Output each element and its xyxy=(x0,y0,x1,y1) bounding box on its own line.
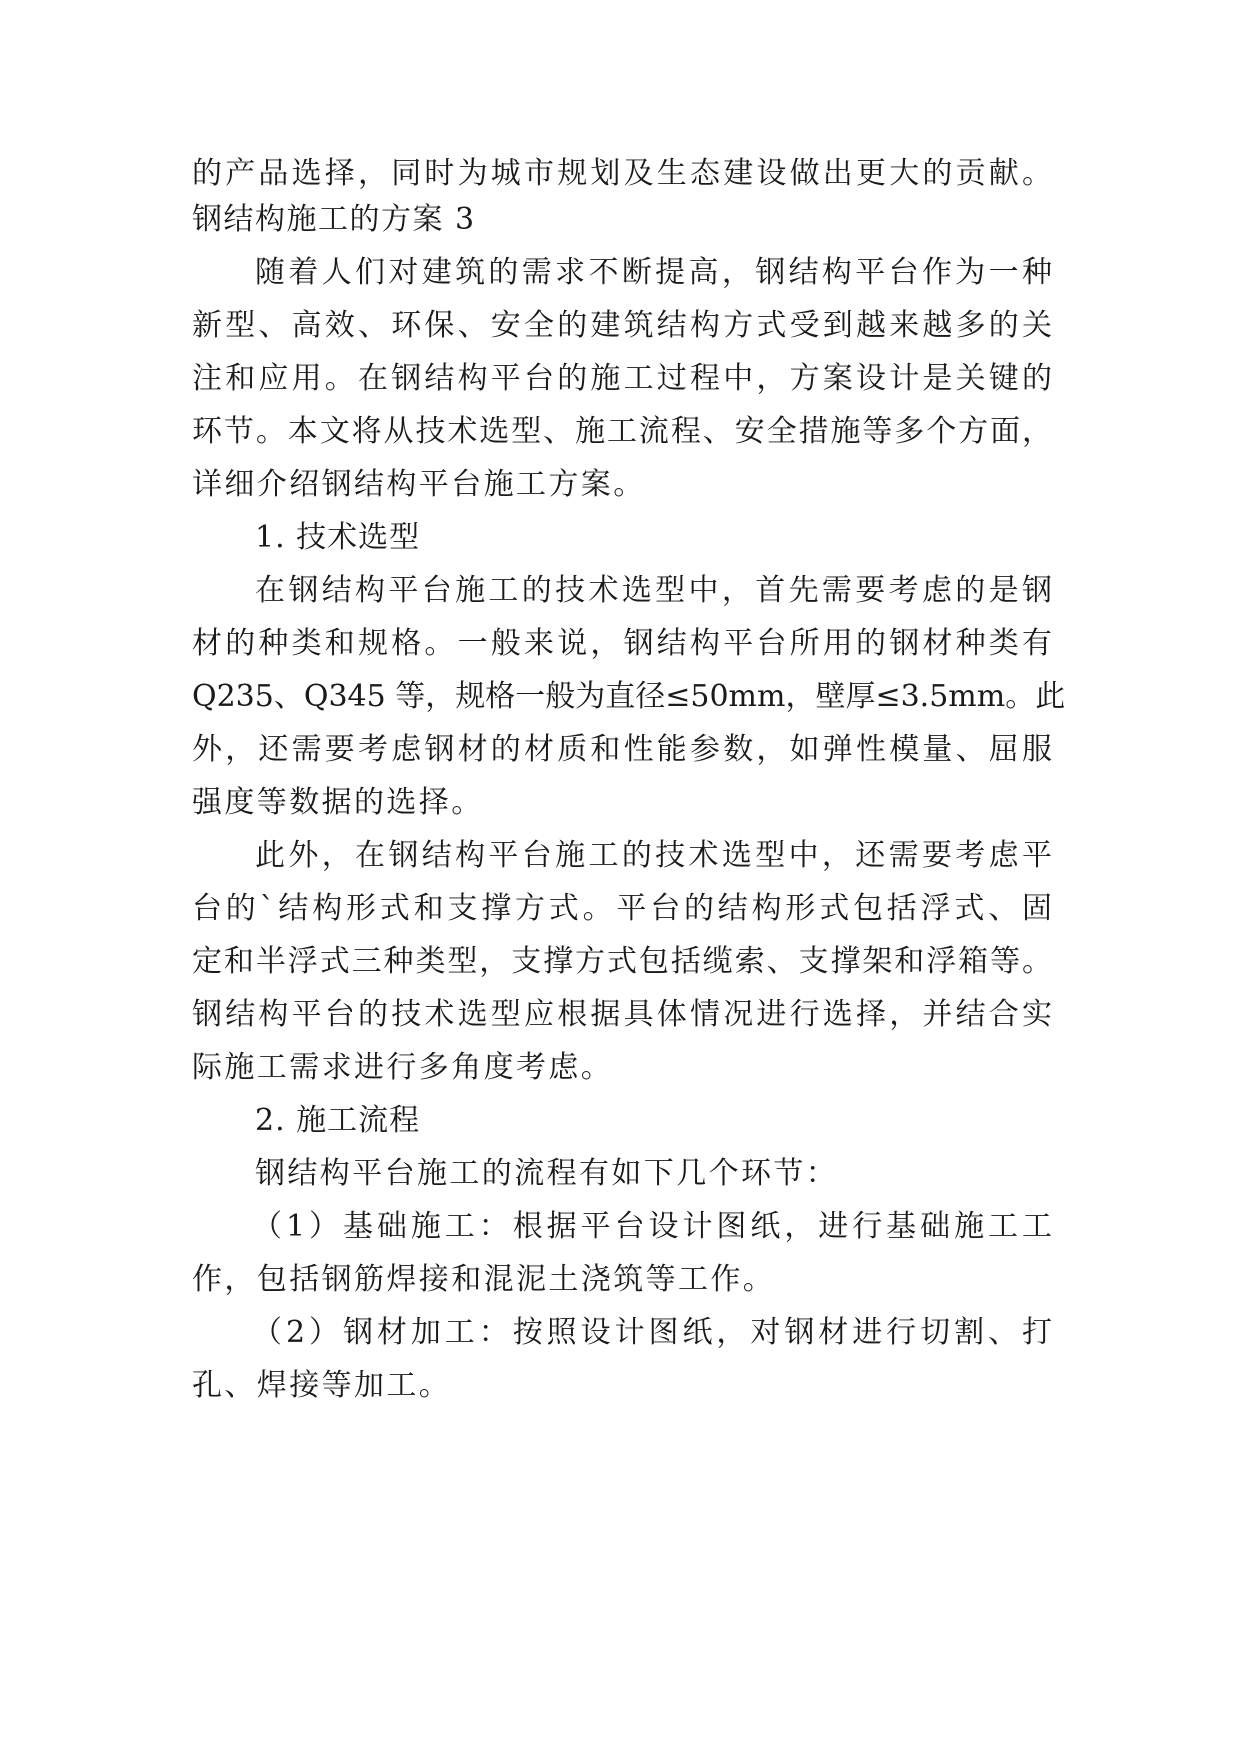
text-line: 作，包括钢筋焊接和混泥土浇筑等工作。 xyxy=(192,1262,776,1297)
list-item-2: （2）钢材加工：按照设计图纸，对钢材进行切割、打 xyxy=(252,1315,1052,1350)
text-line: 环节。本文将从技术选型、施工流程、安全措施等多个方面， xyxy=(192,414,1052,449)
text-line: 定和半浮式三种类型，支撑方式包括缆索、支撑架和浮箱等。 xyxy=(192,944,1052,979)
text-line: 强度等数据的选择。 xyxy=(192,785,484,820)
heading-tech-selection: 1. 技术选型 xyxy=(255,520,421,555)
text-line: 孔、焊接等加工。 xyxy=(192,1368,452,1403)
text-line: 际施工需求进行多角度考虑。 xyxy=(192,1050,614,1085)
text-line: 新型、高效、环保、安全的建筑结构方式受到越来越多的关 xyxy=(192,308,1052,343)
text-line: 钢结构平台施工的流程有如下几个环节： xyxy=(255,1156,839,1191)
text-line: 注和应用。在钢结构平台的施工过程中，方案设计是关键的 xyxy=(192,361,1052,396)
text-line: 的产品选择，同时为城市规划及生态建设做出更大的贡献。 xyxy=(192,156,1052,191)
text-line: 此外，在钢结构平台施工的技术选型中，还需要考虑平 xyxy=(255,838,1052,873)
text-line: 台的`结构形式和支撑方式。平台的结构形式包括浮式、固 xyxy=(192,891,1052,926)
text-line: 钢结构平台的技术选型应根据具体情况进行选择，并结合实 xyxy=(192,997,1052,1032)
text-line: 外，还需要考虑钢材的材质和性能参数，如弹性模量、屈服 xyxy=(192,732,1052,767)
list-item-1: （1）基础施工：根据平台设计图纸，进行基础施工工 xyxy=(252,1209,1052,1244)
text-line: 在钢结构平台施工的技术选型中，首先需要考虑的是钢 xyxy=(255,573,1052,608)
section-title: 钢结构施工的方案 3 xyxy=(192,202,476,237)
heading-construction-process: 2. 施工流程 xyxy=(255,1103,421,1138)
text-line: 随着人们对建筑的需求不断提高，钢结构平台作为一种 xyxy=(255,255,1052,290)
text-line: 材的种类和规格。一般来说，钢结构平台所用的钢材种类有 xyxy=(192,626,1052,661)
text-line: Q235、Q345 等，规格一般为直径≤50mm，壁厚≤3.5mm。此 xyxy=(192,679,1066,714)
text-line: 详细介绍钢结构平台施工方案。 xyxy=(192,467,646,502)
